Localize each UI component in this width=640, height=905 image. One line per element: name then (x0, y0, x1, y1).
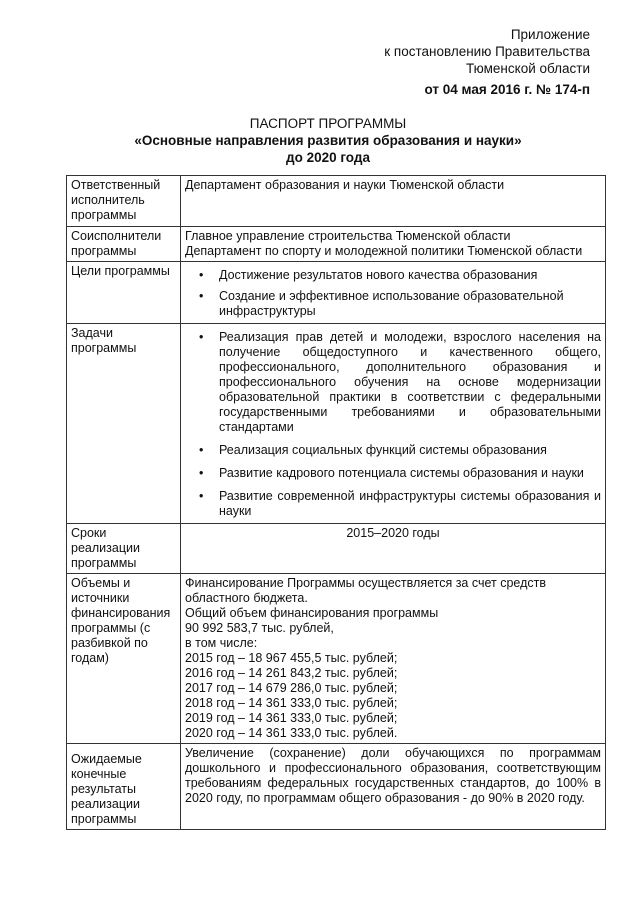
label-executor: Ответственный исполнитель программы (67, 176, 181, 227)
funding-line: Финансирование Программы осуществляется за счет средств областного бюджета. (185, 576, 546, 605)
funding-year: 2016 год – 14 261 843,2 тыс. рублей; (185, 666, 398, 680)
header-appendix: Приложение (510, 27, 590, 42)
value-executor: Департамент образования и науки Тюменской области (181, 176, 606, 227)
title-period: до 2020 года (286, 150, 370, 165)
document-title (58, 115, 598, 166)
label-tasks: Задачи программы (67, 324, 181, 524)
coexecutor-item: Главное управление строительства Тюменской области (185, 229, 511, 243)
table-row (67, 176, 606, 227)
list-item: • Реализация прав детей и молодежи, взрослого населения на получение общедоступного и качественного общего, профессионального, дополнительного образования и профессионального обучения на основе модернизации образовательной практики в соответствии с федеральными государственными требованиями и образовательными стандартами (185, 330, 601, 435)
table-row (67, 227, 606, 262)
table-row (67, 324, 606, 524)
label-results: Ожидаемые конечные результаты реализации программы (67, 744, 181, 830)
list-item: • Реализация социальных функций системы образования (185, 443, 601, 458)
table-row (67, 744, 606, 830)
label-goals: Цели программы (67, 262, 181, 324)
title-passport: ПАСПОРТ ПРОГРАММЫ (249, 116, 407, 131)
list-item: • Достижение результатов нового качества образования (185, 268, 601, 283)
table-row (67, 574, 606, 744)
coexecutor-item: Департамент по спорту и молодежной политики Тюменской области (185, 244, 583, 258)
label-funding: Объемы и источники финансирования программы (с разбивкой по годам) (67, 574, 181, 744)
label-terms: Сроки реализации программы (67, 524, 181, 574)
header-resolution: к постановлению Правительства (384, 44, 590, 59)
funding-year: 2019 год – 14 361 333,0 тыс. рублей; (185, 711, 398, 725)
funding-line: Общий объем финансирования программы (185, 606, 439, 620)
value-goals (181, 262, 606, 324)
value-results: Увеличение (сохранение) доли обучающихся по программам дошкольного и профессионального образования, соответствующим требованиям федеральных государственных стандартов, до 100% в 2020 году, по программам общего образования - до 90% в 2020 году. (181, 744, 606, 830)
goals-list (185, 268, 601, 319)
list-item: • Развитие современной инфраструктуры системы образования и науки (185, 489, 601, 519)
document-header (0, 26, 590, 98)
title-program-name: «Основные направления развития образования и науки» (134, 133, 522, 148)
list-item: • Создание и эффективное использование образовательной инфраструктуры (185, 289, 601, 319)
value-coexecutors (181, 227, 606, 262)
funding-year: 2020 год – 14 361 333,0 тыс. рублей. (185, 726, 398, 740)
funding-line: в том числе: (185, 636, 258, 650)
funding-year: 2017 год – 14 679 286,0 тыс. рублей; (185, 681, 398, 695)
list-item: • Развитие кадрового потенциала системы образования и науки (185, 466, 601, 481)
value-terms: 2015–2020 годы (181, 524, 606, 574)
header-date-number: от 04 мая 2016 г. № 174-п (424, 82, 590, 97)
value-funding (181, 574, 606, 744)
funding-total: 90 992 583,7 тыс. рублей, (185, 621, 334, 635)
passport-table (66, 175, 606, 830)
table-row (67, 524, 606, 574)
header-region: Тюменской области (466, 61, 590, 76)
value-tasks (181, 324, 606, 524)
tasks-list (185, 330, 601, 519)
label-coexecutors: Соисполнители программы (67, 227, 181, 262)
funding-year: 2018 год – 14 361 333,0 тыс. рублей; (185, 696, 398, 710)
funding-year: 2015 год – 18 967 455,5 тыс. рублей; (185, 651, 398, 665)
table-row (67, 262, 606, 324)
